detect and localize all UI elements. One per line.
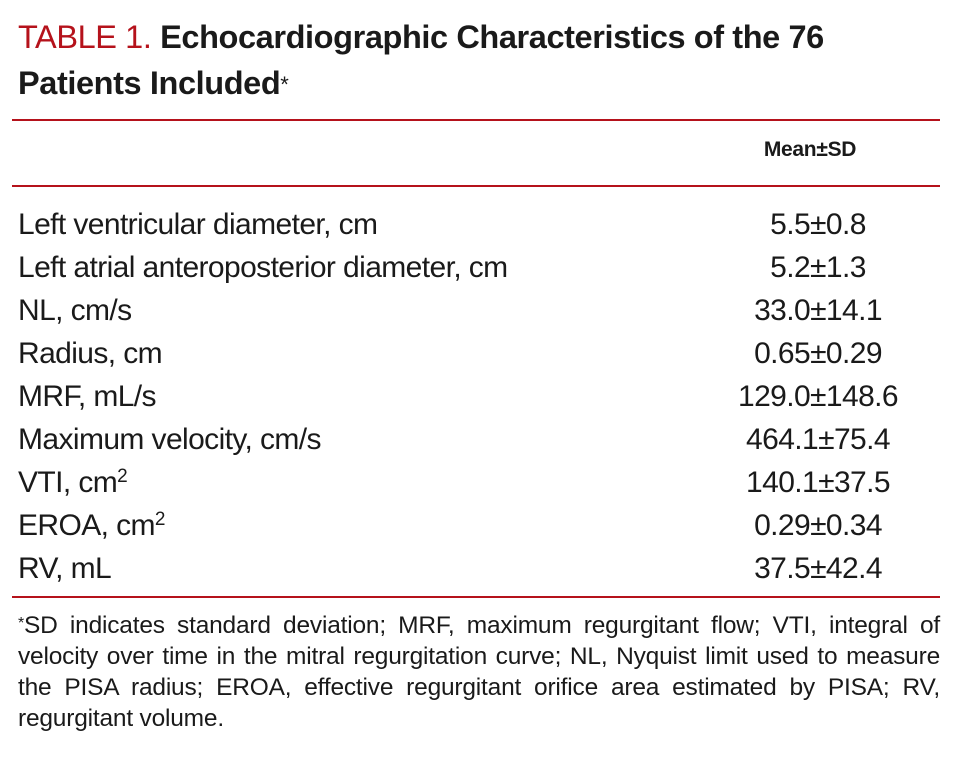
top-rule bbox=[12, 119, 940, 121]
table-footnote bbox=[18, 610, 940, 734]
table-body bbox=[18, 203, 938, 590]
table-row bbox=[18, 246, 938, 289]
footnote-mark: * bbox=[18, 615, 25, 632]
row-label-text: Left ventricular diameter, cm bbox=[18, 208, 378, 241]
row-label bbox=[18, 375, 156, 418]
table-row bbox=[18, 418, 938, 461]
row-label-text: Radius, cm bbox=[18, 337, 163, 370]
row-value: 0.65±0.29 bbox=[754, 337, 882, 370]
table-title-text: Echocardiographic Characteristics of the 76 Patients Included bbox=[18, 19, 824, 101]
row-value: 5.2±1.3 bbox=[770, 251, 866, 284]
footnote-text: SD indicates standard deviation; MRF, maximum regurgitant flow; VTI, integral of velocity over time in the mitral regurgitation curve; NL, Nyquist limit used to measure the PISA radius; EROA, effective regurgitant orifice area estimated by PISA; RV, regurgitant volume. bbox=[18, 612, 940, 732]
row-label-superscript: 2 bbox=[117, 466, 128, 487]
table-row bbox=[18, 332, 938, 375]
row-value: 464.1±75.4 bbox=[746, 423, 890, 456]
row-label bbox=[18, 504, 165, 547]
table-title bbox=[18, 14, 938, 106]
title-footnote-mark: * bbox=[280, 72, 289, 97]
row-label-text: RV, mL bbox=[18, 552, 112, 585]
row-label bbox=[18, 418, 321, 461]
column-header-mean-sd: Mean±SD bbox=[763, 138, 857, 161]
row-label bbox=[18, 332, 162, 375]
row-value: 129.0±148.6 bbox=[737, 380, 898, 413]
row-value: 140.1±37.5 bbox=[746, 466, 890, 499]
row-label-text: Left atrial anteroposterior diameter, cm bbox=[18, 251, 508, 284]
row-label bbox=[18, 461, 127, 504]
table-row bbox=[18, 289, 938, 332]
table-row bbox=[18, 547, 938, 590]
table-row bbox=[18, 375, 938, 418]
table-row bbox=[18, 461, 938, 504]
row-label-text: Maximum velocity, cm/s bbox=[18, 423, 321, 456]
row-value: 37.5±42.4 bbox=[754, 552, 882, 585]
row-value: 33.0±14.1 bbox=[754, 294, 882, 327]
header-rule bbox=[12, 185, 940, 187]
row-label bbox=[18, 203, 377, 246]
row-label-text: VTI, cm bbox=[18, 466, 118, 499]
row-label-text: EROA, cm bbox=[18, 509, 155, 542]
table-label: TABLE 1. bbox=[18, 19, 152, 55]
bottom-rule bbox=[12, 596, 940, 598]
row-value: 0.29±0.34 bbox=[754, 509, 882, 542]
row-label-text: NL, cm/s bbox=[18, 294, 132, 327]
row-label bbox=[18, 547, 111, 590]
row-label bbox=[18, 246, 508, 289]
row-value: 5.5±0.8 bbox=[770, 208, 866, 241]
table-row bbox=[18, 203, 938, 246]
row-label-superscript: 2 bbox=[154, 509, 165, 530]
table-row bbox=[18, 504, 938, 547]
row-label-text: MRF, mL/s bbox=[18, 380, 156, 413]
row-label bbox=[18, 289, 132, 332]
